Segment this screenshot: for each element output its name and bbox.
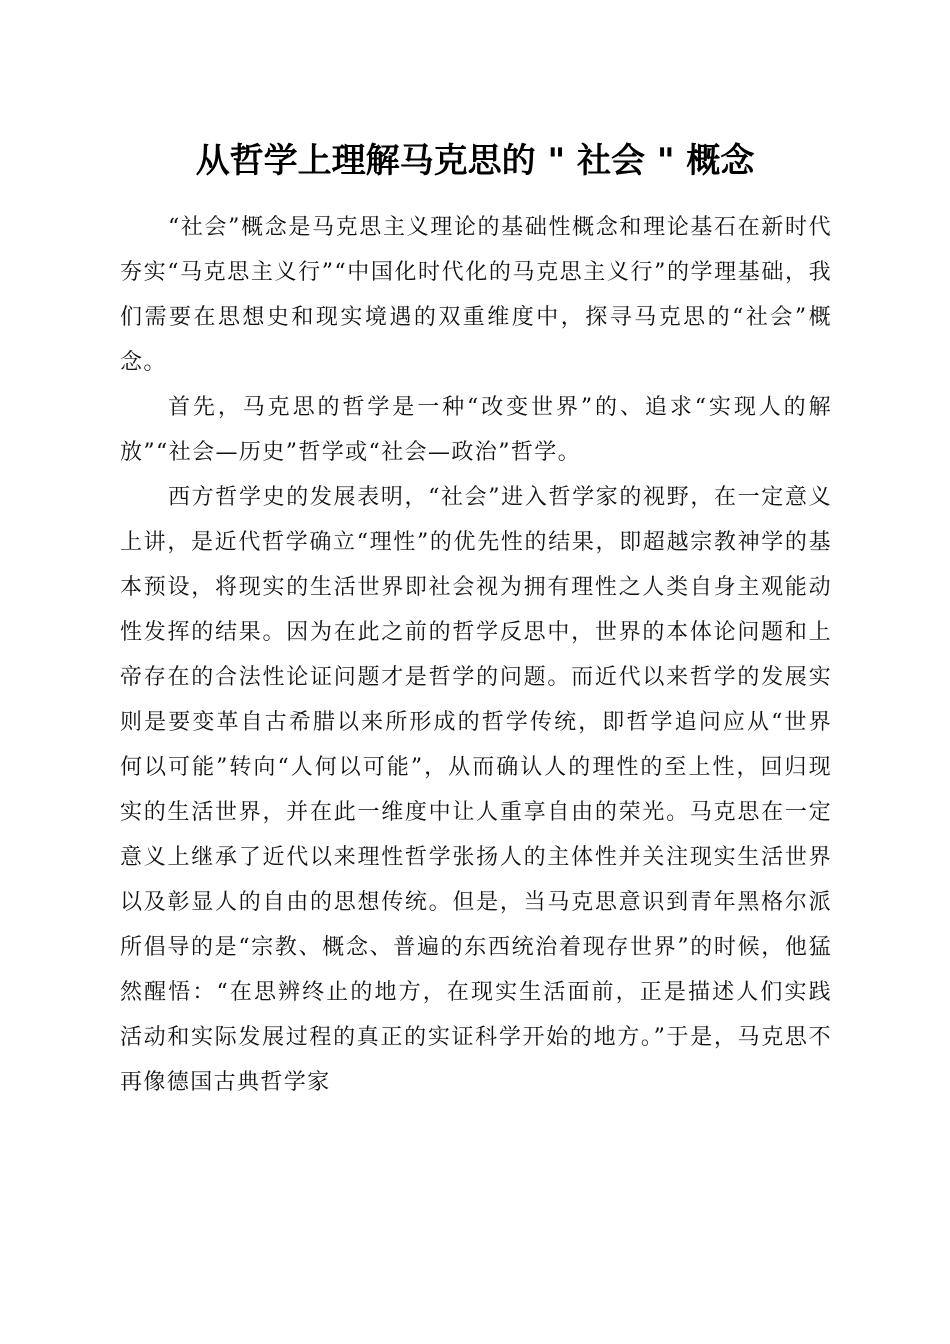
paragraph-intro: “社会”概念是马克思主义理论的基础性概念和理论基石在新时代夯实“马克思主义行”“中国化时代化的马克思主义行”的学理基础，我们需要在思想史和现实境遇的双重维度中，探寻马克思的“社会”概念。 <box>120 215 832 375</box>
paragraph-history: 西方哲学史的发展表明，“社会”进入哲学家的视野，在一定意义上讲，是近代哲学确立“理性”的优先性的结果，即超越宗教神学的基本预设，将现实的生活世界即社会视为拥有理性之人类自身主观能动性发挥的结果。因为在此之前的哲学反思中，世界的本体论问题和上帝存在的合法性论证问题才是哲学的问题。而近代以来哲学的发展实则是要变革自古希腊以来所形成的哲学传统，即哲学追问应从“世界何以可能”转向“人何以可能”，从而确认人的理性的至上性，回归现实的生活世界，并在此一维度中让人重享自由的荣光。马克思在一定意义上继承了近代以来理性哲学张扬人的主体性并关注现实生活世界以及彰显人的自由的思想传统。但是，当马克思意识到青年黑格尔派所倡导的是“宗教、概念、普遍的东西统治着现存世界”的时候，他猛然醒悟：“在思辨终止的地方，在现实生活面前，正是描述人们实践活动和实际发展过程的真正的实证科学开始的地方。”于是，马克思不再像德国古典哲学家 <box>120 485 832 1095</box>
document-body <box>120 205 832 1105</box>
paragraph-first-point: 首先，马克思的哲学是一种“改变世界”的、追求“实现人的解放”“社会—历史”哲学或“社会—政治”哲学。 <box>120 395 832 465</box>
document-title: 从哲学上理解马克思的 " 社会 " 概念 <box>195 141 755 181</box>
